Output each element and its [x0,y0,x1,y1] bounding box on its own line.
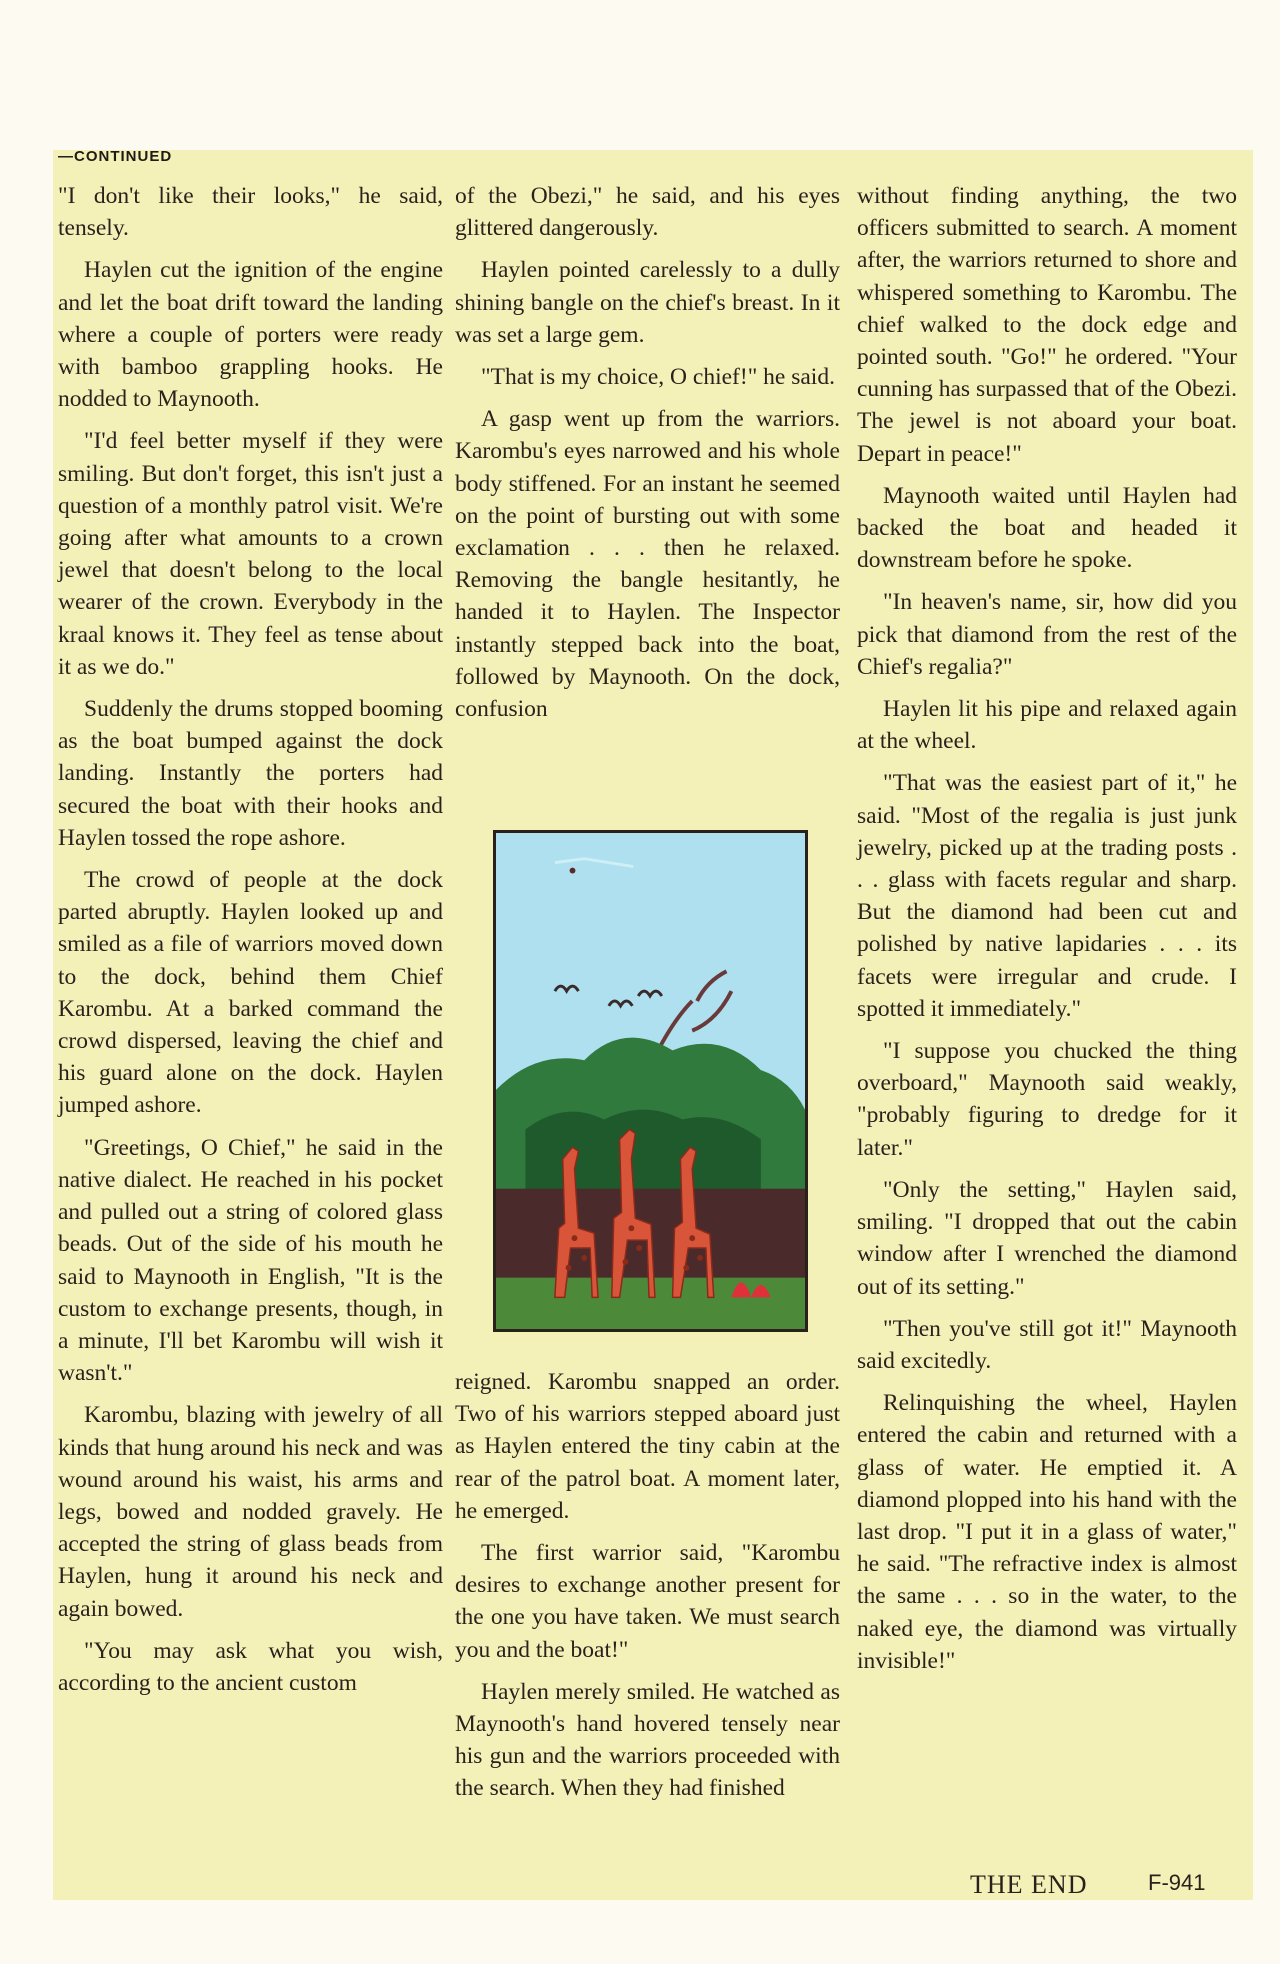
paragraph: Haylen lit his pipe and relaxed again at the wheel. [857,696,1237,755]
continued-label: —CONTINUED [58,148,173,165]
paragraph: "I suppose you chucked the thing overboard," Maynooth said weakly, "probably figuring to dredge for it later." [857,1038,1237,1161]
paragraph: Haylen cut the ignition of the engine and let the boat drift toward the landing where a couple of porters were ready with bamboo grappling hooks. He nodded to Maynooth. [58,257,443,413]
paragraph: "In heaven's name, sir, how did you pick that diamond from the rest of the Chief's regalia?" [857,589,1237,680]
giraffe-scene-image [496,833,805,1329]
paragraph: Suddenly the drums stopped booming as the boat bumped against the dock landing. Instantly the porters had secured the boat with their hooks and Haylen tossed the rope ashore. [58,696,443,851]
paragraph: "Greetings, O Chief," he said in the native dialect. He reached in his pocket and pulled out a string of colored glass beads. Out of the side of his mouth he said to Maynooth in English, "It is the custom to exchange presents, though, in a minute, I'll bet Karombu will wish it wasn't." [58,1134,443,1387]
paragraph: "You may ask what you wish, according to the ancient custom [58,1637,443,1696]
paragraph: of the Obezi," he said, and his eyes glittered dangerously. [455,183,840,242]
paragraph: Haylen pointed carelessly to a dully shining bangle on the chief's breast. In it was set a large gem. [455,257,840,348]
paragraph: The first warrior said, "Karombu desires to exchange another present for the one you have taken. We must search you and the boat!" [455,1540,840,1663]
paragraph: "That was the easiest part of it," he said. "Most of the regalia is just junk jewelry, picked up at the trading posts . . . glass with facets regular and sharp. But the diamond had been cut and polished by native lapidaries . . . its facets were irregular and crude. I spotted it immediately." [857,770,1237,1022]
paragraph: Karombu, blazing with jewelry of all kinds that hung around his neck and was wound around his waist, his arms and legs, bowed and nodded gravely. He accepted the string of glass beads from Haylen, hung it around his neck and again bowed. [58,1402,443,1622]
paragraph: Haylen merely smiled. He watched as Maynooth's hand hovered tensely near his gun and the warriors proceeded with the search. When they had finished [455,1678,840,1802]
column-2-bottom [455,1366,840,1815]
paragraph: "I'd feel better myself if they were smiling. But don't forget, this isn't just a question of a monthly patrol visit. We're going after what amounts to a crown jewel that doesn't belong to the local wearer of the crown. Everybody in the kraal knows it. They feel as tense about it as we do." [58,428,443,680]
paragraph: "Then you've still got it!" Maynooth said excitedly. [857,1315,1237,1374]
column-1 [58,180,443,1709]
paragraph: Relinquishing the wheel, Haylen entered the cabin and returned with a glass of water. He emptied it. A diamond plopped into his hand with the last drop. "I put it in a glass of water," he said. "The refractive index is almost the same . . . so in the water, to the naked eye, the diamond was virtually invisible!" [857,1390,1237,1674]
paragraph: "That is my choice, O chief!" he said. [481,364,835,391]
paragraph: without finding anything, the two officers submitted to search. A moment after, the warriors returned to shore and whispered something to Karombu. The chief walked to the dock edge and pointed south. "Go!" he ordered. "Your cunning has surpassed that of the Obezi. The jewel is not aboard your boat. Depart in peace!" [857,183,1237,467]
giraffe-illustration [493,830,808,1332]
column-3 [857,180,1237,1687]
paragraph: reigned. Karombu snapped an order. Two of his warriors stepped aboard just as Haylen entered the tiny cabin at the rear of the patrol boat. A moment later, he emerged. [455,1369,840,1524]
column-2-top [455,180,840,735]
paragraph: "I don't like their looks," he said, tensely. [58,183,443,242]
paragraph: A gasp went up from the warriors. Karombu's eyes narrowed and his whole body stiffened. For an instant he seemed on the point of bursting out with some exclamation . . . then he relaxed. Removing the bangle hesitantly, he handed it to Haylen. The Inspector instantly stepped back into the boat, followed by Maynooth. On the dock, confusion [455,406,840,723]
paragraph: The crowd of people at the dock parted abruptly. Haylen looked up and smiled as a file of warriors moved down to the dock, behind them Chief Karombu. At a barked command the crowd dispersed, leaving the chief and his guard alone on the dock. Haylen jumped ashore. [58,867,443,1119]
paragraph: Maynooth waited until Haylen had backed the boat and headed it downstream before he spoke. [857,482,1237,574]
paragraph: "Only the setting," Haylen said, smiling. "I dropped that out the cabin window after I wrenched the diamond out of its setting." [857,1176,1237,1300]
the-end-label: THE END [970,1870,1088,1899]
story-code: F-941 [1148,1870,1206,1895]
